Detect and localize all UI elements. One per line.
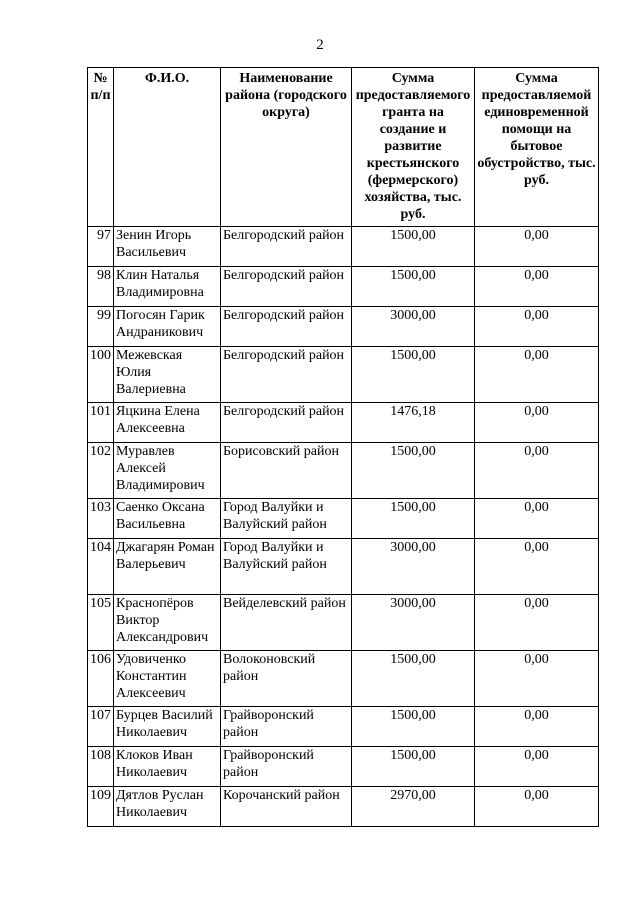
row-aid-sum: 0,00 bbox=[475, 787, 599, 827]
row-number: 108 bbox=[88, 747, 114, 787]
row-district: Белгородский район bbox=[221, 403, 352, 443]
row-grant-sum: 1500,00 bbox=[352, 227, 475, 267]
row-number: 107 bbox=[88, 707, 114, 747]
table-header bbox=[88, 68, 599, 227]
table-row bbox=[88, 595, 599, 651]
row-fio: Клин Наталья Владимировна bbox=[114, 267, 221, 307]
row-fio: Яцкина Елена Алексеевна bbox=[114, 403, 221, 443]
table-row bbox=[88, 707, 599, 747]
row-aid-sum: 0,00 bbox=[475, 267, 599, 307]
row-number: 99 bbox=[88, 307, 114, 347]
row-fio: Муравлев Алексей Владимирович bbox=[114, 443, 221, 499]
table-row bbox=[88, 651, 599, 707]
table-row bbox=[88, 747, 599, 787]
row-number: 102 bbox=[88, 443, 114, 499]
table-row bbox=[88, 307, 599, 347]
row-grant-sum: 1500,00 bbox=[352, 499, 475, 539]
header-aid: Сумма предоставляемой единовременной помощи на бытовое обустройство, тыс. руб. bbox=[475, 68, 599, 227]
row-grant-sum: 3000,00 bbox=[352, 307, 475, 347]
row-number: 97 bbox=[88, 227, 114, 267]
row-aid-sum: 0,00 bbox=[475, 499, 599, 539]
table-body bbox=[88, 227, 599, 827]
row-aid-sum: 0,00 bbox=[475, 651, 599, 707]
row-number: 104 bbox=[88, 539, 114, 595]
row-grant-sum: 3000,00 bbox=[352, 595, 475, 651]
row-district: Борисовский район bbox=[221, 443, 352, 499]
table-row bbox=[88, 787, 599, 827]
row-fio: Удовиченко Константин Алексеевич bbox=[114, 651, 221, 707]
row-aid-sum: 0,00 bbox=[475, 347, 599, 403]
row-district: Грайворонский район bbox=[221, 747, 352, 787]
row-district: Белгородский район bbox=[221, 267, 352, 307]
row-fio: Клоков Иван Николаевич bbox=[114, 747, 221, 787]
header-row bbox=[88, 68, 599, 227]
recipients-table bbox=[87, 67, 599, 827]
row-district: Белгородский район bbox=[221, 347, 352, 403]
row-number: 98 bbox=[88, 267, 114, 307]
row-district: Грайворонский район bbox=[221, 707, 352, 747]
header-num: № п/п bbox=[88, 68, 114, 227]
row-aid-sum: 0,00 bbox=[475, 403, 599, 443]
row-aid-sum: 0,00 bbox=[475, 307, 599, 347]
row-fio: Межевская Юлия Валериевна bbox=[114, 347, 221, 403]
row-aid-sum: 0,00 bbox=[475, 539, 599, 595]
row-fio: Дятлов Руслан Николаевич bbox=[114, 787, 221, 827]
table-row bbox=[88, 227, 599, 267]
row-grant-sum: 2970,00 bbox=[352, 787, 475, 827]
row-grant-sum: 1500,00 bbox=[352, 347, 475, 403]
row-grant-sum: 1476,18 bbox=[352, 403, 475, 443]
table-row bbox=[88, 499, 599, 539]
table-row bbox=[88, 539, 599, 595]
row-aid-sum: 0,00 bbox=[475, 595, 599, 651]
row-aid-sum: 0,00 bbox=[475, 443, 599, 499]
row-grant-sum: 1500,00 bbox=[352, 651, 475, 707]
row-grant-sum: 3000,00 bbox=[352, 539, 475, 595]
row-number: 103 bbox=[88, 499, 114, 539]
table-row bbox=[88, 267, 599, 307]
row-fio: Джагарян Роман Валерьевич bbox=[114, 539, 221, 595]
row-fio: Бурцев Василий Николаевич bbox=[114, 707, 221, 747]
row-district: Волоконовский район bbox=[221, 651, 352, 707]
header-district: Наименование района (городского округа) bbox=[221, 68, 352, 227]
row-number: 100 bbox=[88, 347, 114, 403]
header-fio: Ф.И.О. bbox=[114, 68, 221, 227]
row-number: 105 bbox=[88, 595, 114, 651]
row-grant-sum: 1500,00 bbox=[352, 267, 475, 307]
table-row bbox=[88, 443, 599, 499]
row-district: Город Валуйки и Валуйский район bbox=[221, 499, 352, 539]
row-aid-sum: 0,00 bbox=[475, 747, 599, 787]
row-aid-sum: 0,00 bbox=[475, 707, 599, 747]
row-district: Вейделевский район bbox=[221, 595, 352, 651]
row-fio: Краснопёров Виктор Александрович bbox=[114, 595, 221, 651]
row-district: Корочанский район bbox=[221, 787, 352, 827]
row-grant-sum: 1500,00 bbox=[352, 747, 475, 787]
table-row bbox=[88, 347, 599, 403]
row-number: 106 bbox=[88, 651, 114, 707]
page-number: 2 bbox=[316, 37, 324, 53]
row-grant-sum: 1500,00 bbox=[352, 443, 475, 499]
row-fio: Погосян Гарик Андраникович bbox=[114, 307, 221, 347]
table-row bbox=[88, 403, 599, 443]
row-number: 109 bbox=[88, 787, 114, 827]
row-aid-sum: 0,00 bbox=[475, 227, 599, 267]
row-fio: Саенко Оксана Васильевна bbox=[114, 499, 221, 539]
row-fio: Зенин Игорь Васильевич bbox=[114, 227, 221, 267]
row-district: Белгородский район bbox=[221, 307, 352, 347]
row-number: 101 bbox=[88, 403, 114, 443]
row-district: Город Валуйки и Валуйский район bbox=[221, 539, 352, 595]
header-grant: Сумма предоставляемого гранта на создание и развитие крестьянского (фермерского) хозяйства, тыс. руб. bbox=[352, 68, 475, 227]
row-district: Белгородский район bbox=[221, 227, 352, 267]
row-grant-sum: 1500,00 bbox=[352, 707, 475, 747]
